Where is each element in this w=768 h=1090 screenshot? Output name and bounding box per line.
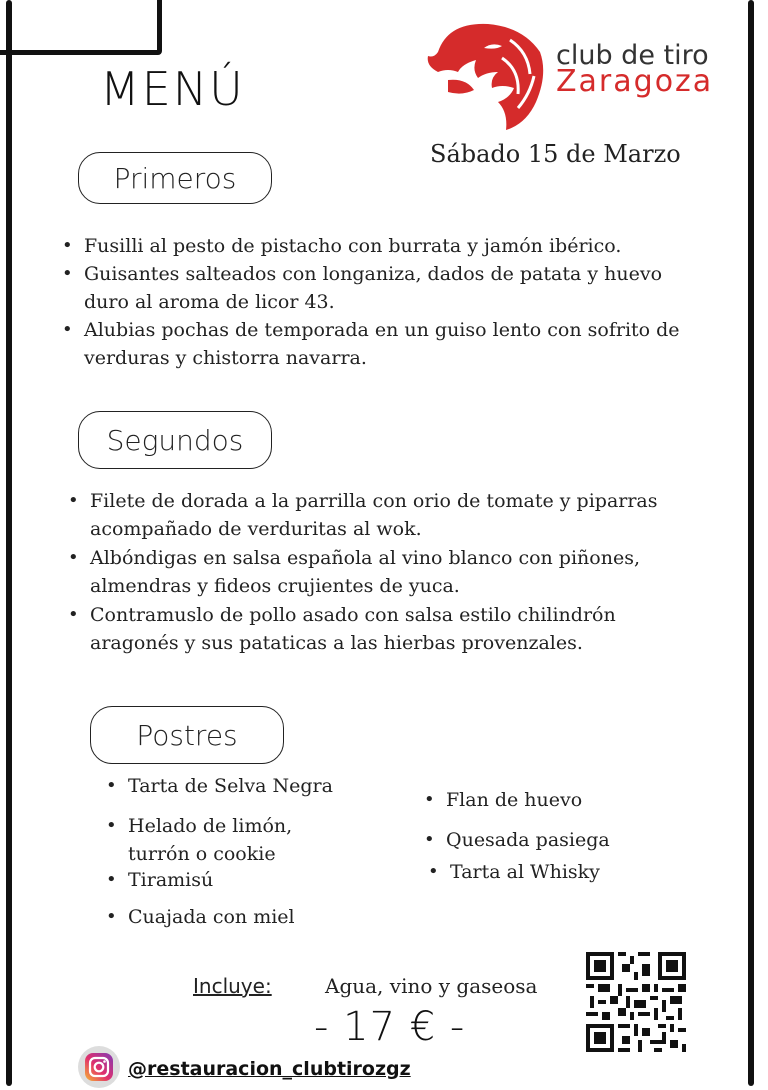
list-item [60, 316, 740, 372]
page-border-right [748, 0, 754, 1086]
list-item [60, 232, 740, 260]
list-item [424, 826, 610, 854]
primeros-heading: Primeros [78, 152, 272, 204]
segundos-list [66, 487, 726, 658]
item-line: Tarta de Selva Negra [128, 775, 333, 797]
includes-label: Incluye: [193, 974, 272, 998]
instagram-icon[interactable] [76, 1044, 122, 1090]
list-item [106, 772, 333, 800]
list-item [66, 544, 726, 600]
item-line: turrón o cookie [128, 843, 276, 865]
menu-title: MENÚ [100, 62, 245, 116]
club-name-line2: Zaragoza [556, 64, 714, 99]
item-line: verduras y chistorra navarra. [84, 347, 367, 369]
item-line: Quesada pasiega [446, 829, 610, 851]
list-item [106, 903, 295, 931]
list-item [60, 260, 740, 316]
list-item [106, 812, 292, 868]
item-line: Tarta al Whisky [450, 861, 600, 883]
segundos-heading: Segundos [78, 411, 272, 469]
primeros-list [60, 232, 740, 372]
item-line: Flan de huevo [446, 789, 583, 811]
corner-frame [0, 0, 162, 55]
club-name-line1: club de tiro [556, 40, 709, 71]
item-line: aragonés y sus pataticas a las hierbas provenzales. [90, 632, 583, 654]
menu-price: - 17 € - [314, 1004, 466, 1050]
item-line: almendras y fideos crujientes de yuca. [90, 575, 460, 597]
list-item [424, 786, 582, 814]
menu-date: Sábado 15 de Marzo [430, 140, 681, 168]
item-line: acompañado de verduritas al wok. [90, 518, 422, 540]
item-line: Guisantes salteados con longaniza, dados de patata y huevo [84, 263, 663, 285]
item-line: Fusilli al pesto de pistacho con burrata y jamón ibérico. [84, 235, 622, 257]
item-line: Filete de dorada a la parrilla con orio de tomate y piparras [90, 490, 658, 512]
lion-head-icon [418, 12, 553, 132]
list-item [66, 487, 726, 543]
list-item [66, 601, 726, 657]
postres-heading: Postres [90, 706, 284, 764]
page-border-left [6, 0, 12, 1086]
qr-code-icon[interactable] [586, 952, 686, 1052]
item-line: Alubias pochas de temporada en un guiso lento con sofrito de [84, 319, 680, 341]
item-line: duro al aroma de licor 43. [84, 291, 335, 313]
list-item [106, 866, 213, 894]
item-line: Helado de limón, [128, 815, 293, 837]
instagram-handle-link[interactable]: @restauracion_clubtirozgz [128, 1058, 411, 1080]
item-line: Contramuslo de pollo asado con salsa estilo chilindrón [90, 604, 616, 626]
item-line: Albóndigas en salsa española al vino blanco con piñones, [90, 547, 640, 569]
includes-value: Agua, vino y gaseosa [325, 974, 538, 998]
item-line: Cuajada con miel [128, 906, 295, 928]
list-item [428, 858, 600, 886]
item-line: Tiramisú [128, 869, 214, 891]
